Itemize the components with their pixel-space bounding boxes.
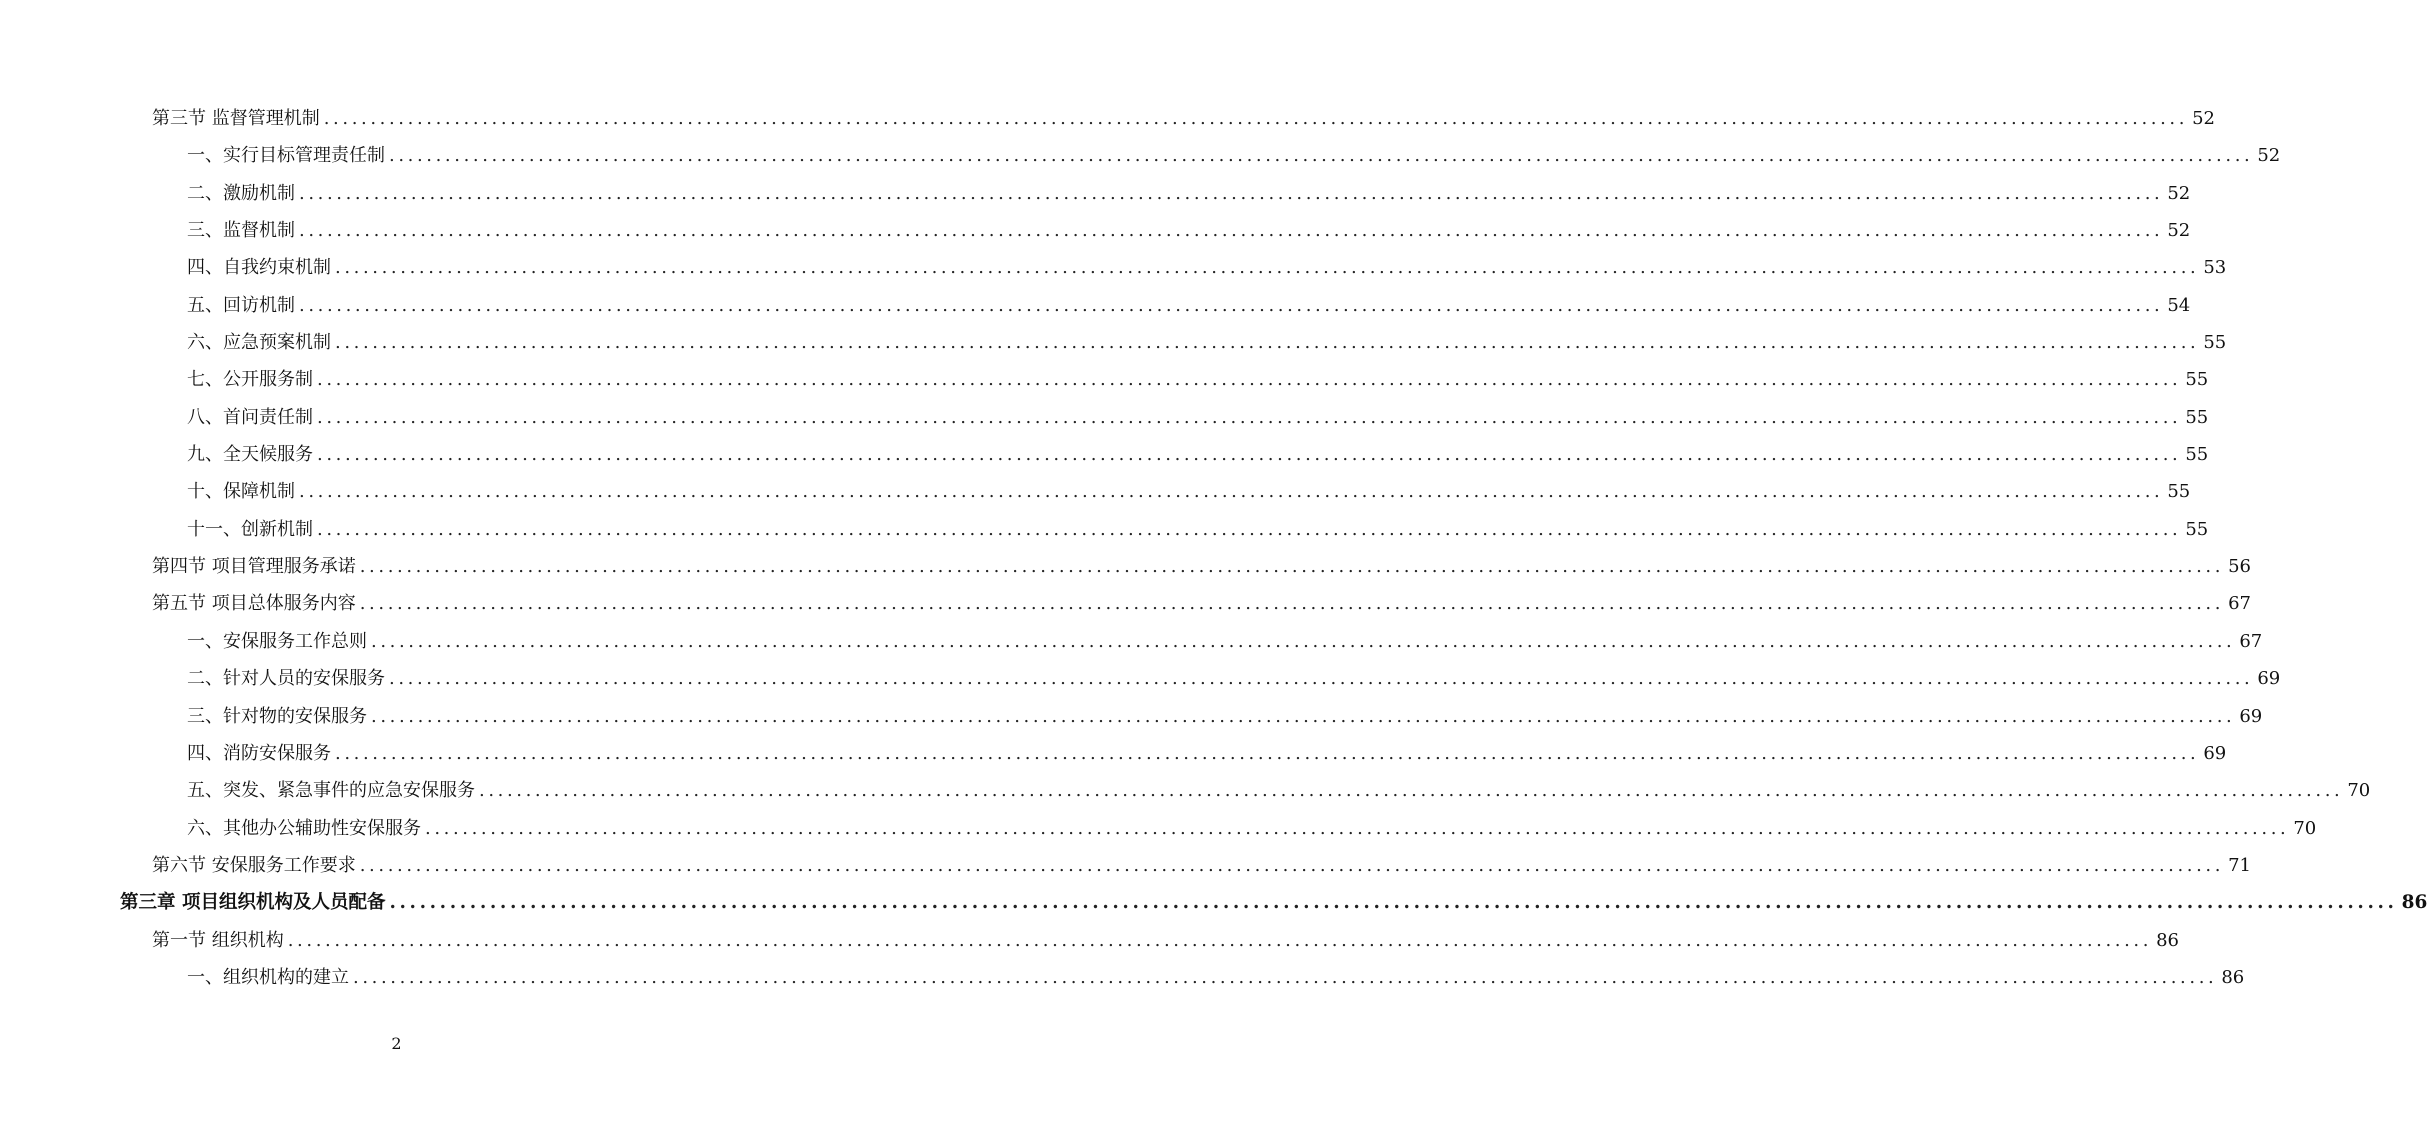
toc-entry[interactable] [0, 399, 2209, 436]
toc-entry[interactable] [0, 436, 2209, 473]
toc-entry-page: 55 [2185, 444, 2209, 466]
toc-entry-line [187, 369, 2209, 391]
toc-dot-leader: ........................................................................................................................................................................................................ [317, 406, 2182, 428]
toc-entry-title: 一、安保服务工作总则 [187, 630, 367, 652]
toc-entry-title: 一、组织机构的建立 [187, 966, 349, 988]
toc-dot-leader: ........................................................................................................................................................................................................ [299, 220, 2164, 242]
page-number: 2 [391, 1034, 402, 1053]
toc-entry-title: 二、激励机制 [187, 182, 295, 204]
toc-dot-leader: ........................................................................................................................................................................................................ [287, 929, 2153, 951]
toc-entry-line [187, 332, 2227, 354]
toc-entry-page: 69 [2239, 705, 2263, 727]
toc-dot-leader: ........................................................................................................................................................................................................ [323, 108, 2189, 129]
toc-entry-line [187, 257, 2227, 279]
toc-entry-page: 70 [2347, 780, 2371, 802]
toc-entry-line [187, 220, 2191, 242]
toc-entry[interactable] [0, 959, 2245, 996]
toc-dot-leader: ........................................................................................................................................................................................................ [359, 556, 2225, 578]
toc-entry[interactable] [0, 137, 2281, 174]
toc-entry-title: 三、针对物的安保服务 [187, 705, 367, 727]
toc-entry-line [187, 780, 2371, 802]
toc-entry-title: 一、实行目标管理责任制 [187, 145, 385, 167]
toc-entry-title: 五、回访机制 [187, 294, 295, 316]
toc-entry-page: 55 [2167, 481, 2191, 503]
toc-dot-leader: ........................................................................................................................................................................................................ [371, 705, 2236, 727]
toc-entry-line [120, 892, 2427, 914]
toc-entry-line [187, 145, 2281, 167]
toc-dot-leader: ........................................................................................................................................................................................................ [425, 817, 2290, 839]
toc-dot-leader: ........................................................................................................................................................................................................ [335, 257, 2200, 279]
toc-entry-line [152, 108, 2215, 130]
toc-entry-line [187, 518, 2209, 541]
toc-entry-title: 第六节 安保服务工作要求 [152, 854, 356, 876]
toc-dot-leader: ........................................................................................................................................................................................................ [299, 294, 2164, 316]
toc-dot-leader: ........................................................................................................................................................................................................ [317, 369, 2182, 391]
toc-entry[interactable] [0, 623, 2263, 660]
toc-entry-page: 67 [2239, 630, 2263, 652]
toc-dot-leader: ........................................................................................................................................................................................................ [317, 444, 2182, 466]
toc-entry-page: 52 [2257, 145, 2281, 167]
toc-entry-title: 第四节 项目管理服务承诺 [152, 556, 356, 578]
toc-entry-title: 二、针对人员的安保服务 [187, 668, 385, 690]
toc-dot-leader: ........................................................................................................................................................................................................ [479, 780, 2344, 802]
toc-entry-page: 52 [2167, 220, 2191, 242]
toc-dot-leader: ........................................................................................................................................................................................................ [353, 966, 2218, 988]
toc-entry-line [187, 444, 2209, 466]
toc-entry-line [187, 705, 2263, 728]
toc-entry-page: 55 [2185, 369, 2209, 391]
toc-entry-title: 四、消防安保服务 [187, 742, 331, 764]
toc-dot-leader: ........................................................................................................................................................................................................ [299, 182, 2164, 204]
table-of-contents [0, 100, 2427, 996]
toc-entry-line [152, 854, 2251, 877]
toc-entry[interactable] [0, 884, 2427, 921]
toc-entry-page: 86 [2156, 929, 2179, 951]
toc-entry[interactable] [0, 324, 2227, 361]
toc-entry[interactable] [0, 585, 2251, 622]
toc-entry[interactable] [0, 287, 2191, 324]
toc-dot-leader: ........................................................................................................................................................................................................ [317, 518, 2182, 540]
toc-entry-title: 八、首问责任制 [187, 406, 313, 428]
toc-entry-page: 53 [2203, 257, 2227, 279]
toc-entry-title: 第三章 项目组织机构及人员配备 [120, 892, 386, 914]
toc-dot-leader: ........................................................................................................................................................................................................ [389, 668, 2254, 690]
toc-entry-title: 第五节 项目总体服务内容 [152, 593, 356, 615]
toc-entry-line [187, 966, 2245, 989]
toc-entry-line [187, 668, 2281, 690]
toc-entry-title: 九、全天候服务 [187, 444, 313, 466]
toc-entry-page: 67 [2228, 593, 2251, 615]
toc-entry[interactable] [0, 772, 2371, 809]
toc-entry[interactable] [0, 249, 2227, 286]
toc-entry-title: 四、自我约束机制 [187, 257, 331, 279]
toc-entry-title: 十、保障机制 [187, 481, 295, 503]
toc-entry[interactable] [0, 735, 2227, 772]
toc-entry-title: 三、监督机制 [187, 220, 295, 242]
toc-dot-leader: ........................................................................................................................................................................................................ [371, 630, 2236, 652]
toc-entry-title: 六、其他办公辅助性安保服务 [187, 817, 421, 839]
toc-entry[interactable] [0, 548, 2251, 585]
toc-entry-page: 55 [2203, 332, 2227, 354]
toc-entry-page: 55 [2185, 406, 2209, 428]
toc-entry-line [187, 817, 2317, 840]
toc-entry-title: 第一节 组织机构 [152, 929, 284, 951]
toc-dot-leader: ........................................................................................................................................................................................................ [335, 742, 2200, 764]
toc-entry-page: 70 [2293, 817, 2317, 839]
toc-entry-page: 69 [2257, 668, 2281, 690]
toc-entry[interactable] [0, 660, 2281, 697]
toc-entry-line [187, 630, 2263, 653]
toc-entry-line [187, 294, 2191, 317]
toc-entry-line [152, 593, 2251, 615]
toc-dot-leader: ........................................................................................................................................................................................................ [389, 892, 2398, 914]
toc-entry[interactable] [0, 175, 2191, 212]
toc-entry[interactable] [0, 511, 2209, 548]
toc-entry[interactable] [0, 810, 2317, 847]
toc-entry-title: 十一、创新机制 [187, 518, 313, 540]
toc-entry-page: 69 [2203, 742, 2227, 764]
toc-entry[interactable] [0, 473, 2191, 510]
toc-entry-page: 55 [2185, 518, 2209, 540]
toc-entry[interactable] [0, 922, 2179, 959]
toc-entry-title: 七、公开服务制 [187, 369, 313, 391]
toc-entry-page: 52 [2167, 182, 2191, 204]
toc-entry[interactable] [0, 212, 2191, 249]
toc-entry-page: 86 [2221, 966, 2245, 988]
toc-entry-line [187, 182, 2191, 205]
toc-entry-line [187, 742, 2227, 765]
toc-entry-line [187, 481, 2191, 503]
toc-dot-leader: ........................................................................................................................................................................................................ [389, 145, 2254, 167]
toc-entry-page: 52 [2192, 108, 2215, 129]
toc-entry-page: 56 [2228, 556, 2251, 578]
toc-entry-title: 五、突发、紧急事件的应急安保服务 [187, 780, 475, 802]
toc-entry-page: 86 [2401, 892, 2427, 914]
toc-entry[interactable] [0, 847, 2251, 884]
toc-entry-page: 71 [2228, 854, 2251, 876]
toc-dot-leader: ........................................................................................................................................................................................................ [299, 481, 2164, 503]
toc-dot-leader: ........................................................................................................................................................................................................ [359, 593, 2225, 615]
toc-entry-title: 六、应急预案机制 [187, 332, 331, 354]
toc-entry[interactable] [0, 100, 2215, 137]
toc-dot-leader: ........................................................................................................................................................................................................ [359, 854, 2225, 876]
toc-entry-line [152, 929, 2179, 952]
toc-entry-title: 第三节 监督管理机制 [152, 108, 320, 129]
toc-entry-line [187, 406, 2209, 429]
toc-entry-page: 54 [2167, 294, 2191, 316]
toc-entry[interactable] [0, 361, 2209, 398]
toc-entry[interactable] [0, 698, 2263, 735]
toc-dot-leader: ........................................................................................................................................................................................................ [335, 332, 2200, 354]
toc-entry-line [152, 556, 2251, 578]
